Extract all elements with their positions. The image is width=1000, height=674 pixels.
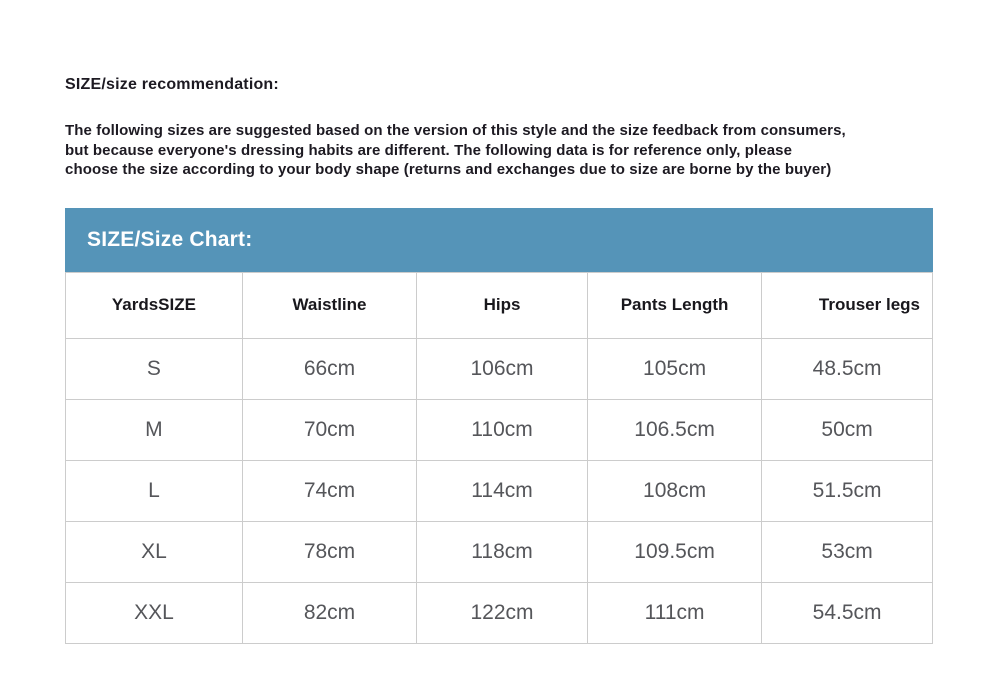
table-row-m — [66, 399, 933, 460]
cell-waistline: 70cm — [242, 399, 416, 460]
cell-pants-length: 106.5cm — [587, 399, 761, 460]
cell-size: XXL — [66, 582, 243, 643]
cell-hips: 106cm — [417, 338, 588, 399]
size-chart-title: SIZE/Size Chart: — [87, 227, 253, 251]
table-row-xxl — [66, 582, 933, 643]
cell-waistline: 82cm — [242, 582, 416, 643]
recommendation-line-2: but because everyone's dressing habits are different. The following data is for reference only, please — [65, 141, 793, 159]
cell-hips: 122cm — [417, 582, 588, 643]
cell-waistline: 74cm — [242, 460, 416, 521]
cell-size: S — [66, 338, 243, 399]
table-row-l — [66, 460, 933, 521]
size-recommendation-heading: SIZE/size recommendation: — [65, 76, 279, 93]
cell-pants-length: 108cm — [587, 460, 761, 521]
column-header-pants-length: Pants Length — [587, 272, 761, 338]
table-header-row — [66, 272, 933, 338]
column-header-hips: Hips — [417, 272, 588, 338]
cell-pants-length: 105cm — [587, 338, 761, 399]
column-header-waistline: Waistline — [242, 272, 416, 338]
cell-hips: 110cm — [417, 399, 588, 460]
cell-size: M — [66, 399, 243, 460]
cell-trouser-legs: 50cm — [762, 399, 933, 460]
cell-waistline: 78cm — [242, 521, 416, 582]
recommendation-line-3: choose the size according to your body shape (returns and exchanges due to size are borne by the buyer) — [65, 161, 832, 178]
cell-size: L — [66, 460, 243, 521]
cell-pants-length: 111cm — [587, 582, 761, 643]
recommendation-line-1: The following sizes are suggested based on the version of this style and the size feedback from consumers, — [65, 122, 846, 139]
cell-pants-length: 109.5cm — [587, 521, 761, 582]
column-header-trouser-legs: Trouser legs — [762, 272, 933, 338]
column-header-yards-size: YardsSIZE — [66, 272, 243, 338]
cell-waistline: 66cm — [242, 338, 416, 399]
size-recommendation-paragraph — [65, 121, 933, 180]
cell-trouser-legs: 48.5cm — [762, 338, 933, 399]
table-row-xl — [66, 521, 933, 582]
cell-trouser-legs: 51.5cm — [762, 460, 933, 521]
cell-trouser-legs: 54.5cm — [762, 582, 933, 643]
cell-hips: 114cm — [417, 460, 588, 521]
cell-trouser-legs: 53cm — [762, 521, 933, 582]
size-chart-table — [65, 272, 933, 644]
size-chart-title-bar — [65, 208, 933, 272]
cell-hips: 118cm — [417, 521, 588, 582]
table-row-s — [66, 338, 933, 399]
cell-size: XL — [66, 521, 243, 582]
